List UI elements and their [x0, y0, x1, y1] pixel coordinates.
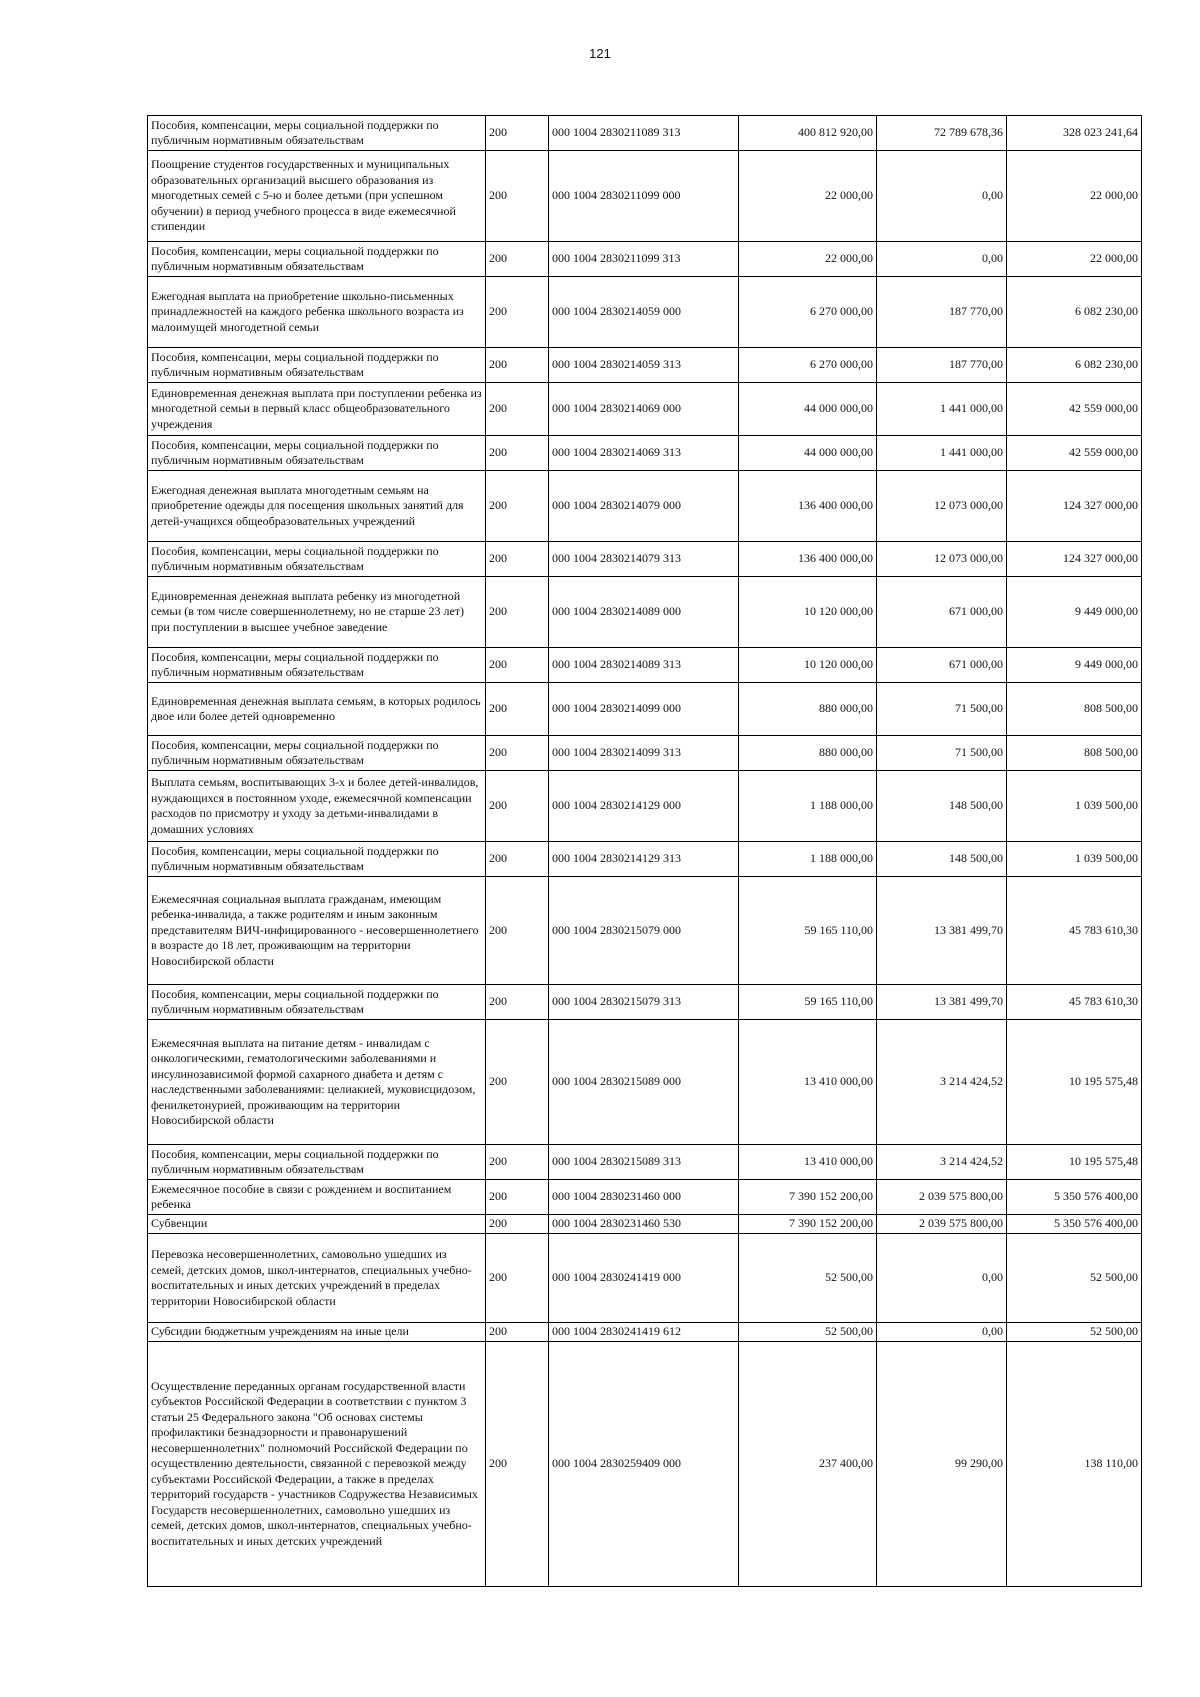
- row-approved: 237 400,00: [739, 1342, 877, 1587]
- row-line-code: 200: [486, 436, 549, 471]
- row-unexecuted: 5 350 576 400,00: [1007, 1180, 1142, 1215]
- row-name: Осуществление переданных органам государственной власти субъектов Российской Федерации в соответствии с пунктом 3 статьи 25 Федерального закона "Об основах системы профилактики безнадзорности и правонарушений несовершеннолетних" полномочий Российской Федерации по осуществлению деятельности, связанной с перевозкой между субъектами Российской Федерации, а также в пределах территорий государств - участников Содружества Независимых Государств несовершеннолетних, самовольно ушедших из семей, детских домов, школ-интернатов, специальных учебно-воспитательных и иных детских учреждений: [148, 1342, 486, 1587]
- table-row: [148, 116, 1142, 151]
- row-line-code: 200: [486, 242, 549, 277]
- row-executed: 0,00: [877, 242, 1007, 277]
- row-budget-code: 000 1004 2830215089 000: [549, 1020, 739, 1145]
- row-name: Пособия, компенсации, меры социальной поддержки по публичным нормативным обязательствам: [148, 842, 486, 877]
- row-name: Пособия, компенсации, меры социальной поддержки по публичным нормативным обязательствам: [148, 348, 486, 383]
- table-row: [148, 877, 1142, 985]
- row-line-code: 200: [486, 1215, 549, 1234]
- row-approved: 22 000,00: [739, 242, 877, 277]
- table-row: [148, 348, 1142, 383]
- row-name: Пособия, компенсации, меры социальной поддержки по публичным нормативным обязательствам: [148, 736, 486, 771]
- row-line-code: 200: [486, 842, 549, 877]
- row-budget-code: 000 1004 2830214059 313: [549, 348, 739, 383]
- row-name: Пособия, компенсации, меры социальной поддержки по публичным нормативным обязательствам: [148, 985, 486, 1020]
- row-name: Пособия, компенсации, меры социальной поддержки по публичным нормативным обязательствам: [148, 1145, 486, 1180]
- row-unexecuted: 9 449 000,00: [1007, 648, 1142, 683]
- table-row: [148, 1234, 1142, 1323]
- row-approved: 1 188 000,00: [739, 771, 877, 842]
- row-executed: 2 039 575 800,00: [877, 1215, 1007, 1234]
- row-line-code: 200: [486, 648, 549, 683]
- table-row: [148, 151, 1142, 242]
- row-budget-code: 000 1004 2830214079 313: [549, 542, 739, 577]
- row-budget-code: 000 1004 2830211099 000: [549, 151, 739, 242]
- row-budget-code: 000 1004 2830214089 000: [549, 577, 739, 648]
- row-name: Ежегодная денежная выплата многодетным семьям на приобретение одежды для посещения школьных занятий для детей-учащихся общеобразовательных учреждений: [148, 471, 486, 542]
- row-name: Единовременная денежная выплата семьям, в которых родилось двое или более детей одновременно: [148, 683, 486, 736]
- row-name: Ежемесячное пособие в связи с рождением и воспитанием ребенка: [148, 1180, 486, 1215]
- row-approved: 52 500,00: [739, 1234, 877, 1323]
- row-unexecuted: 52 500,00: [1007, 1234, 1142, 1323]
- row-approved: 44 000 000,00: [739, 436, 877, 471]
- row-approved: 59 165 110,00: [739, 877, 877, 985]
- row-approved: 880 000,00: [739, 683, 877, 736]
- row-line-code: 200: [486, 1323, 549, 1342]
- row-unexecuted: 124 327 000,00: [1007, 542, 1142, 577]
- table-row: [148, 771, 1142, 842]
- table-row: [148, 471, 1142, 542]
- table-row: [148, 985, 1142, 1020]
- row-budget-code: 000 1004 2830214079 000: [549, 471, 739, 542]
- row-executed: 1 441 000,00: [877, 383, 1007, 436]
- row-unexecuted: 808 500,00: [1007, 736, 1142, 771]
- row-executed: 1 441 000,00: [877, 436, 1007, 471]
- row-budget-code: 000 1004 2830241419 612: [549, 1323, 739, 1342]
- table-row: [148, 542, 1142, 577]
- row-executed: 13 381 499,70: [877, 985, 1007, 1020]
- row-approved: 6 270 000,00: [739, 277, 877, 348]
- row-executed: 99 290,00: [877, 1342, 1007, 1587]
- row-name: Ежемесячная социальная выплата гражданам, имеющим ребенка-инвалида, а также родителям и иным законным представителям ВИЧ-инфицированного - несовершеннолетнего в возрасте до 18 лет, проживающим на территории Новосибирской области: [148, 877, 486, 985]
- table-row: [148, 683, 1142, 736]
- row-budget-code: 000 1004 2830214099 313: [549, 736, 739, 771]
- row-approved: 13 410 000,00: [739, 1020, 877, 1145]
- row-unexecuted: 1 039 500,00: [1007, 842, 1142, 877]
- row-name: Пособия, компенсации, меры социальной поддержки по публичным нормативным обязательствам: [148, 648, 486, 683]
- row-approved: 1 188 000,00: [739, 842, 877, 877]
- row-approved: 52 500,00: [739, 1323, 877, 1342]
- row-budget-code: 000 1004 2830241419 000: [549, 1234, 739, 1323]
- table-row: [148, 1342, 1142, 1587]
- row-line-code: 200: [486, 985, 549, 1020]
- table-row: [148, 577, 1142, 648]
- row-line-code: 200: [486, 877, 549, 985]
- row-unexecuted: 45 783 610,30: [1007, 985, 1142, 1020]
- table-body: [148, 116, 1142, 1587]
- row-budget-code: 000 1004 2830214069 000: [549, 383, 739, 436]
- row-line-code: 200: [486, 1342, 549, 1587]
- row-name: Субсидии бюджетным учреждениям на иные цели: [148, 1323, 486, 1342]
- row-budget-code: 000 1004 2830231460 530: [549, 1215, 739, 1234]
- row-line-code: 200: [486, 348, 549, 383]
- page-number: 121: [589, 46, 611, 61]
- row-unexecuted: 808 500,00: [1007, 683, 1142, 736]
- row-executed: 12 073 000,00: [877, 542, 1007, 577]
- row-unexecuted: 1 039 500,00: [1007, 771, 1142, 842]
- row-line-code: 200: [486, 683, 549, 736]
- row-approved: 22 000,00: [739, 151, 877, 242]
- row-approved: 400 812 920,00: [739, 116, 877, 151]
- row-unexecuted: 138 110,00: [1007, 1342, 1142, 1587]
- row-executed: 0,00: [877, 1323, 1007, 1342]
- row-unexecuted: 6 082 230,00: [1007, 348, 1142, 383]
- row-line-code: 200: [486, 1180, 549, 1215]
- table-row: [148, 242, 1142, 277]
- row-executed: 0,00: [877, 1234, 1007, 1323]
- row-name: Ежегодная выплата на приобретение школьно-письменных принадлежностей на каждого ребенка школьного возраста из малоимущей многодетной семьи: [148, 277, 486, 348]
- row-approved: 6 270 000,00: [739, 348, 877, 383]
- row-unexecuted: 45 783 610,30: [1007, 877, 1142, 985]
- row-line-code: 200: [486, 1020, 549, 1145]
- row-name: Перевозка несовершеннолетних, самовольно ушедших из семей, детских домов, школ-интернатов, специальных учебно-воспитательных и иных детских учреждений в пределах территории Новосибирской области: [148, 1234, 486, 1323]
- row-executed: 148 500,00: [877, 771, 1007, 842]
- row-budget-code: 000 1004 2830214129 313: [549, 842, 739, 877]
- row-budget-code: 000 1004 2830214069 313: [549, 436, 739, 471]
- row-budget-code: 000 1004 2830259409 000: [549, 1342, 739, 1587]
- row-executed: 148 500,00: [877, 842, 1007, 877]
- row-budget-code: 000 1004 2830231460 000: [549, 1180, 739, 1215]
- row-approved: 7 390 152 200,00: [739, 1180, 877, 1215]
- row-budget-code: 000 1004 2830211099 313: [549, 242, 739, 277]
- table-row: [148, 1323, 1142, 1342]
- row-name: Единовременная денежная выплата при поступлении ребенка из многодетной семьи в первый класс общеобразовательного учреждения: [148, 383, 486, 436]
- row-approved: 10 120 000,00: [739, 648, 877, 683]
- row-unexecuted: 10 195 575,48: [1007, 1145, 1142, 1180]
- row-line-code: 200: [486, 542, 549, 577]
- row-name: Пособия, компенсации, меры социальной поддержки по публичным нормативным обязательствам: [148, 116, 486, 151]
- row-name: Ежемесячная выплата на питание детям - инвалидам с онкологическими, гематологическими заболеваниями и инсулинозависимой формой сахарного диабета и детям с наследственными заболеваниями: целиакией, муковисцидозом, фенилкетонурией, проживающим на территории Новосибирской области: [148, 1020, 486, 1145]
- row-name: Единовременная денежная выплата ребенку из многодетной семьи (в том числе совершеннолетнему, но не старше 23 лет) при поступлении в высшее учебное заведение: [148, 577, 486, 648]
- row-line-code: 200: [486, 736, 549, 771]
- row-approved: 136 400 000,00: [739, 542, 877, 577]
- table-row: [148, 1180, 1142, 1215]
- row-budget-code: 000 1004 2830215079 313: [549, 985, 739, 1020]
- row-unexecuted: 42 559 000,00: [1007, 383, 1142, 436]
- row-unexecuted: 42 559 000,00: [1007, 436, 1142, 471]
- row-budget-code: 000 1004 2830214099 000: [549, 683, 739, 736]
- table-row: [148, 436, 1142, 471]
- row-name: Субвенции: [148, 1215, 486, 1234]
- row-name: Пособия, компенсации, меры социальной поддержки по публичным нормативным обязательствам: [148, 242, 486, 277]
- row-budget-code: 000 1004 2830215079 000: [549, 877, 739, 985]
- table-row: [148, 277, 1142, 348]
- row-executed: 187 770,00: [877, 277, 1007, 348]
- row-approved: 44 000 000,00: [739, 383, 877, 436]
- row-unexecuted: 10 195 575,48: [1007, 1020, 1142, 1145]
- row-unexecuted: 9 449 000,00: [1007, 577, 1142, 648]
- row-line-code: 200: [486, 116, 549, 151]
- row-approved: 880 000,00: [739, 736, 877, 771]
- table-row: [148, 842, 1142, 877]
- row-unexecuted: 22 000,00: [1007, 242, 1142, 277]
- row-executed: 2 039 575 800,00: [877, 1180, 1007, 1215]
- row-line-code: 200: [486, 383, 549, 436]
- row-budget-code: 000 1004 2830211089 313: [549, 116, 739, 151]
- row-unexecuted: 124 327 000,00: [1007, 471, 1142, 542]
- row-budget-code: 000 1004 2830214129 000: [549, 771, 739, 842]
- table-row: [148, 1020, 1142, 1145]
- row-unexecuted: 328 023 241,64: [1007, 116, 1142, 151]
- row-budget-code: 000 1004 2830214089 313: [549, 648, 739, 683]
- row-executed: 3 214 424,52: [877, 1020, 1007, 1145]
- table-row: [148, 383, 1142, 436]
- row-budget-code: 000 1004 2830215089 313: [549, 1145, 739, 1180]
- table-row: [148, 648, 1142, 683]
- row-line-code: 200: [486, 577, 549, 648]
- row-unexecuted: 52 500,00: [1007, 1323, 1142, 1342]
- row-name: Пособия, компенсации, меры социальной поддержки по публичным нормативным обязательствам: [148, 542, 486, 577]
- row-line-code: 200: [486, 471, 549, 542]
- row-name: Поощрение студентов государственных и муниципальных образовательных организаций высшего образования из многодетных семей с 5-ю и более детьми (при успешном обучении) в период учебного процесса в виде ежемесячной стипендии: [148, 151, 486, 242]
- row-executed: 71 500,00: [877, 683, 1007, 736]
- row-executed: 71 500,00: [877, 736, 1007, 771]
- row-executed: 671 000,00: [877, 648, 1007, 683]
- row-unexecuted: 5 350 576 400,00: [1007, 1215, 1142, 1234]
- row-approved: 13 410 000,00: [739, 1145, 877, 1180]
- row-executed: 671 000,00: [877, 577, 1007, 648]
- row-approved: 136 400 000,00: [739, 471, 877, 542]
- row-approved: 7 390 152 200,00: [739, 1215, 877, 1234]
- row-executed: 187 770,00: [877, 348, 1007, 383]
- row-line-code: 200: [486, 277, 549, 348]
- table-row: [148, 736, 1142, 771]
- table-row: [148, 1145, 1142, 1180]
- row-approved: 10 120 000,00: [739, 577, 877, 648]
- budget-execution-table: [147, 115, 1142, 1587]
- table-row: [148, 1215, 1142, 1234]
- row-approved: 59 165 110,00: [739, 985, 877, 1020]
- row-name: Пособия, компенсации, меры социальной поддержки по публичным нормативным обязательствам: [148, 436, 486, 471]
- row-line-code: 200: [486, 1234, 549, 1323]
- row-name: Выплата семьям, воспитывающих 3-х и более детей-инвалидов, нуждающихся в постоянном уходе, ежемесячной компенсации расходов по присмотру и уходу за детьми-инвалидами в домашних условиях: [148, 771, 486, 842]
- row-executed: 12 073 000,00: [877, 471, 1007, 542]
- row-line-code: 200: [486, 771, 549, 842]
- row-line-code: 200: [486, 151, 549, 242]
- row-executed: 72 789 678,36: [877, 116, 1007, 151]
- row-executed: 0,00: [877, 151, 1007, 242]
- row-unexecuted: 6 082 230,00: [1007, 277, 1142, 348]
- row-executed: 3 214 424,52: [877, 1145, 1007, 1180]
- row-budget-code: 000 1004 2830214059 000: [549, 277, 739, 348]
- row-line-code: 200: [486, 1145, 549, 1180]
- row-executed: 13 381 499,70: [877, 877, 1007, 985]
- row-unexecuted: 22 000,00: [1007, 151, 1142, 242]
